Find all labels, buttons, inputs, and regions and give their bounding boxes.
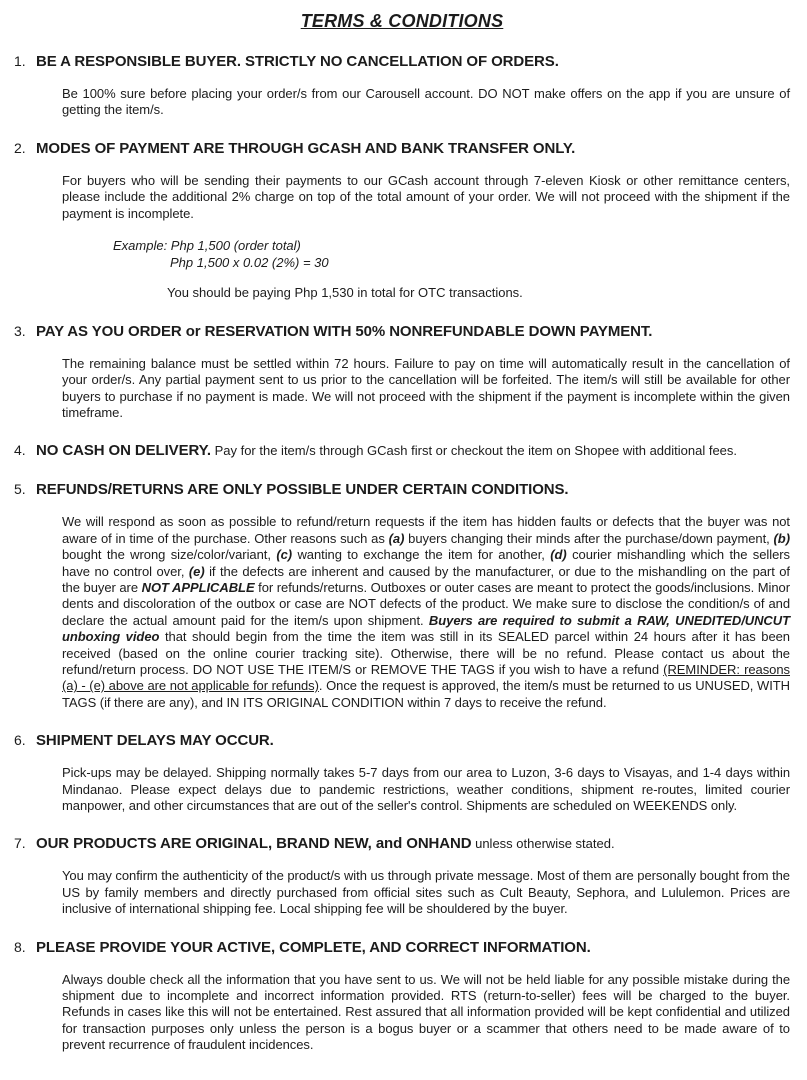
- text-segment: Pay for the item/s through GCash first or checkout the item on Shopee with additional fees.: [210, 443, 738, 459]
- section-heading-row: [14, 441, 790, 460]
- section-heading: [36, 322, 652, 341]
- section: [14, 834, 790, 917]
- text-segment: OUR PRODUCTS ARE ORIGINAL, BRAND NEW, and ONHAND: [36, 835, 472, 853]
- text-segment: You may confirm the authenticity of the product/s with us through private message. Most of them are personally bought from the US by family members and directly purchased from official sites such as Cult Beauty, Sephora, and Lululemon. Prices are inclusive of international shipping fee. Local shipping fee will be shouldered by the buyer.: [62, 868, 790, 917]
- section-number: 2.: [14, 139, 26, 156]
- section: [14, 731, 790, 814]
- section-heading-row: [14, 834, 790, 853]
- text-segment: (c): [276, 547, 293, 563]
- sections: [14, 52, 790, 1054]
- text-segment: MODES OF PAYMENT ARE THROUGH GCASH AND BANK TRANSFER ONLY.: [36, 139, 576, 157]
- section-body: [14, 356, 790, 422]
- text-segment: PAY AS YOU ORDER or RESERVATION WITH 50% NONREFUNDABLE DOWN PAYMENT.: [36, 322, 653, 340]
- section-heading-row: [14, 139, 790, 158]
- section-heading: [36, 938, 591, 957]
- section-body: [14, 868, 790, 917]
- section: [14, 480, 790, 711]
- section-heading-row: [14, 52, 790, 71]
- text-segment: Be 100% sure before placing your order/s from our Carousell account. DO NOT make offers on the app if you are unsure of getting the item/s.: [62, 86, 790, 118]
- text-segment: For buyers who will be sending their payments to our GCash account through 7-eleven Kiosk or other remittance centers, please include the additional 2% charge on top of the total amount of your order. We will not proceed with the shipment if the payment is incomplete.: [62, 172, 790, 221]
- example-line: Php 1,500 x 0.02 (2%) = 30: [170, 254, 329, 270]
- text-segment: PLEASE PROVIDE YOUR ACTIVE, COMPLETE, AND CORRECT INFORMATION.: [36, 938, 591, 956]
- text-segment: unless otherwise stated.: [471, 836, 615, 852]
- body-paragraph: [62, 86, 790, 119]
- section-body: [14, 86, 790, 119]
- body-paragraph: [62, 514, 790, 711]
- body-paragraph: [62, 173, 790, 222]
- section-number: 3.: [14, 322, 26, 339]
- text-segment: (REMINDER: reasons (a) - (e) above are not applicable for refunds): [62, 662, 790, 694]
- section-body: [14, 765, 790, 814]
- text-segment: that should begin from the time the item was still in its SEALED parcel within 24 hours after it has been received (based on the online courier tracking site). Otherwise, there will be no refund. Please contact us about the refund/return process. DO NOT USE THE ITEM/S or REMOVE THE TAGS if you wish to have a refund: [62, 629, 790, 677]
- section-heading-row: [14, 938, 790, 957]
- body-paragraph: [62, 868, 790, 917]
- text-segment: We will respond as soon as possible to refund/return requests if the item has hidden faults or defects that the buyer was not aware of in time of the purchase. Other reasons such as: [62, 514, 790, 546]
- body-paragraph: [62, 765, 790, 814]
- document-title: TERMS & CONDITIONS: [300, 11, 504, 31]
- section: [14, 322, 790, 422]
- body-paragraph: [62, 356, 790, 422]
- text-segment: Always double check all the information that you have sent to us. We will not be held liable for any possible mistake during the shipment due to incomplete and incorrect information provided. RTS (return-to-seller) fees will be charged to the buyer. Refunds in cases like this will not be entertained. Rest assured that all information provided will be kept confidential and utilized for transaction purposes only unless the person is a bogus buyer or a scammer that others need to be made aware of to prevent recurrence of fraudulent incidences.: [62, 971, 790, 1053]
- text-segment: (d): [550, 547, 567, 563]
- section-body: [14, 972, 790, 1054]
- body-paragraph: [62, 972, 790, 1054]
- text-segment: courier mishandling which the sellers have no control over,: [62, 547, 790, 579]
- section-heading: [36, 52, 559, 71]
- text-segment: Buyers are required to submit a RAW, UNEDITED/UNCUT unboxing video: [62, 612, 790, 645]
- section-heading-row: [14, 731, 790, 750]
- text-segment: wanting to exchange the item for another,: [292, 547, 551, 563]
- section-body: [14, 173, 790, 302]
- section-heading: [36, 480, 568, 499]
- text-segment: bought the wrong size/color/variant,: [62, 547, 277, 563]
- text-segment: (b): [773, 530, 790, 546]
- text-segment: Pick-ups may be delayed. Shipping normally takes 5-7 days from our area to Luzon, 3-6 days to Visayas, and 1-4 days within Mindanao. Please expect delays due to pandemic restrictions, weather conditions, shipment re-routes, limited courier manpower, and other circumstances that are out of the seller's control. Shipments are scheduled on WEEKENDS only.: [62, 765, 790, 814]
- text-segment: if the defects are inherent and caused by the manufacturer, or due to the mishandling on the part of the buyer are: [62, 563, 790, 595]
- section-number: 6.: [14, 732, 26, 749]
- section-heading-row: [14, 322, 790, 341]
- text-segment: NOT APPLICABLE: [141, 579, 255, 595]
- text-segment: The remaining balance must be settled within 72 hours. Failure to pay on time will automatically result in the cancellation of your order/s. Any partial payment sent to us prior to the cancellation will be forfeited. The item/s will still be available for other buyers to purchase if no payment is made. We will not proceed with the shipment if the payment is incomplete within the given timeframe.: [62, 355, 790, 420]
- text-segment: REFUNDS/RETURNS ARE ONLY POSSIBLE UNDER CERTAIN CONDITIONS.: [36, 481, 569, 499]
- text-segment: (e): [188, 563, 205, 579]
- note-line: You should be paying Php 1,530 in total for OTC transactions.: [167, 285, 523, 301]
- text-segment: . Once the request is approved, the item/s must be returned to us UNUSED, WITH TAGS (if there are any), and IN ITS ORIGINAL CONDITION within 7 days to receive the refund.: [62, 678, 791, 710]
- section-heading: [36, 834, 615, 853]
- section-body: [14, 514, 790, 711]
- text-segment: NO CASH ON DELIVERY.: [36, 442, 211, 460]
- section-number: 5.: [14, 481, 26, 498]
- section-heading: [36, 441, 737, 460]
- section: [14, 938, 790, 1054]
- text-segment: buyers changing their minds after the purchase/down payment,: [404, 530, 774, 546]
- section-heading: [36, 139, 575, 158]
- section-number: 8.: [14, 938, 26, 955]
- section: [14, 52, 790, 119]
- section-number: 4.: [14, 442, 26, 459]
- example-line: Example: Php 1,500 (order total): [113, 238, 301, 254]
- section-heading-row: [14, 480, 790, 499]
- text-segment: for refunds/returns. Outboxes or outer cases are meant to protect the goods/inclusions. Minor dents and discoloration of the outbox or case are NOT defects of the product. We make sure to disclose the condition/s of and declare the actual amount paid for the item/s upon shipment.: [62, 579, 791, 628]
- section: [14, 139, 790, 302]
- text-segment: (a): [388, 530, 405, 546]
- section-number: 1.: [14, 53, 26, 69]
- text-segment: BE A RESPONSIBLE BUYER. STRICTLY NO CANCELLATION OF ORDERS.: [36, 53, 559, 70]
- example-block: [113, 238, 790, 271]
- section-number: 7.: [14, 835, 26, 852]
- section-heading: [36, 731, 274, 750]
- text-segment: SHIPMENT DELAYS MAY OCCUR.: [36, 732, 274, 750]
- section: [14, 441, 790, 460]
